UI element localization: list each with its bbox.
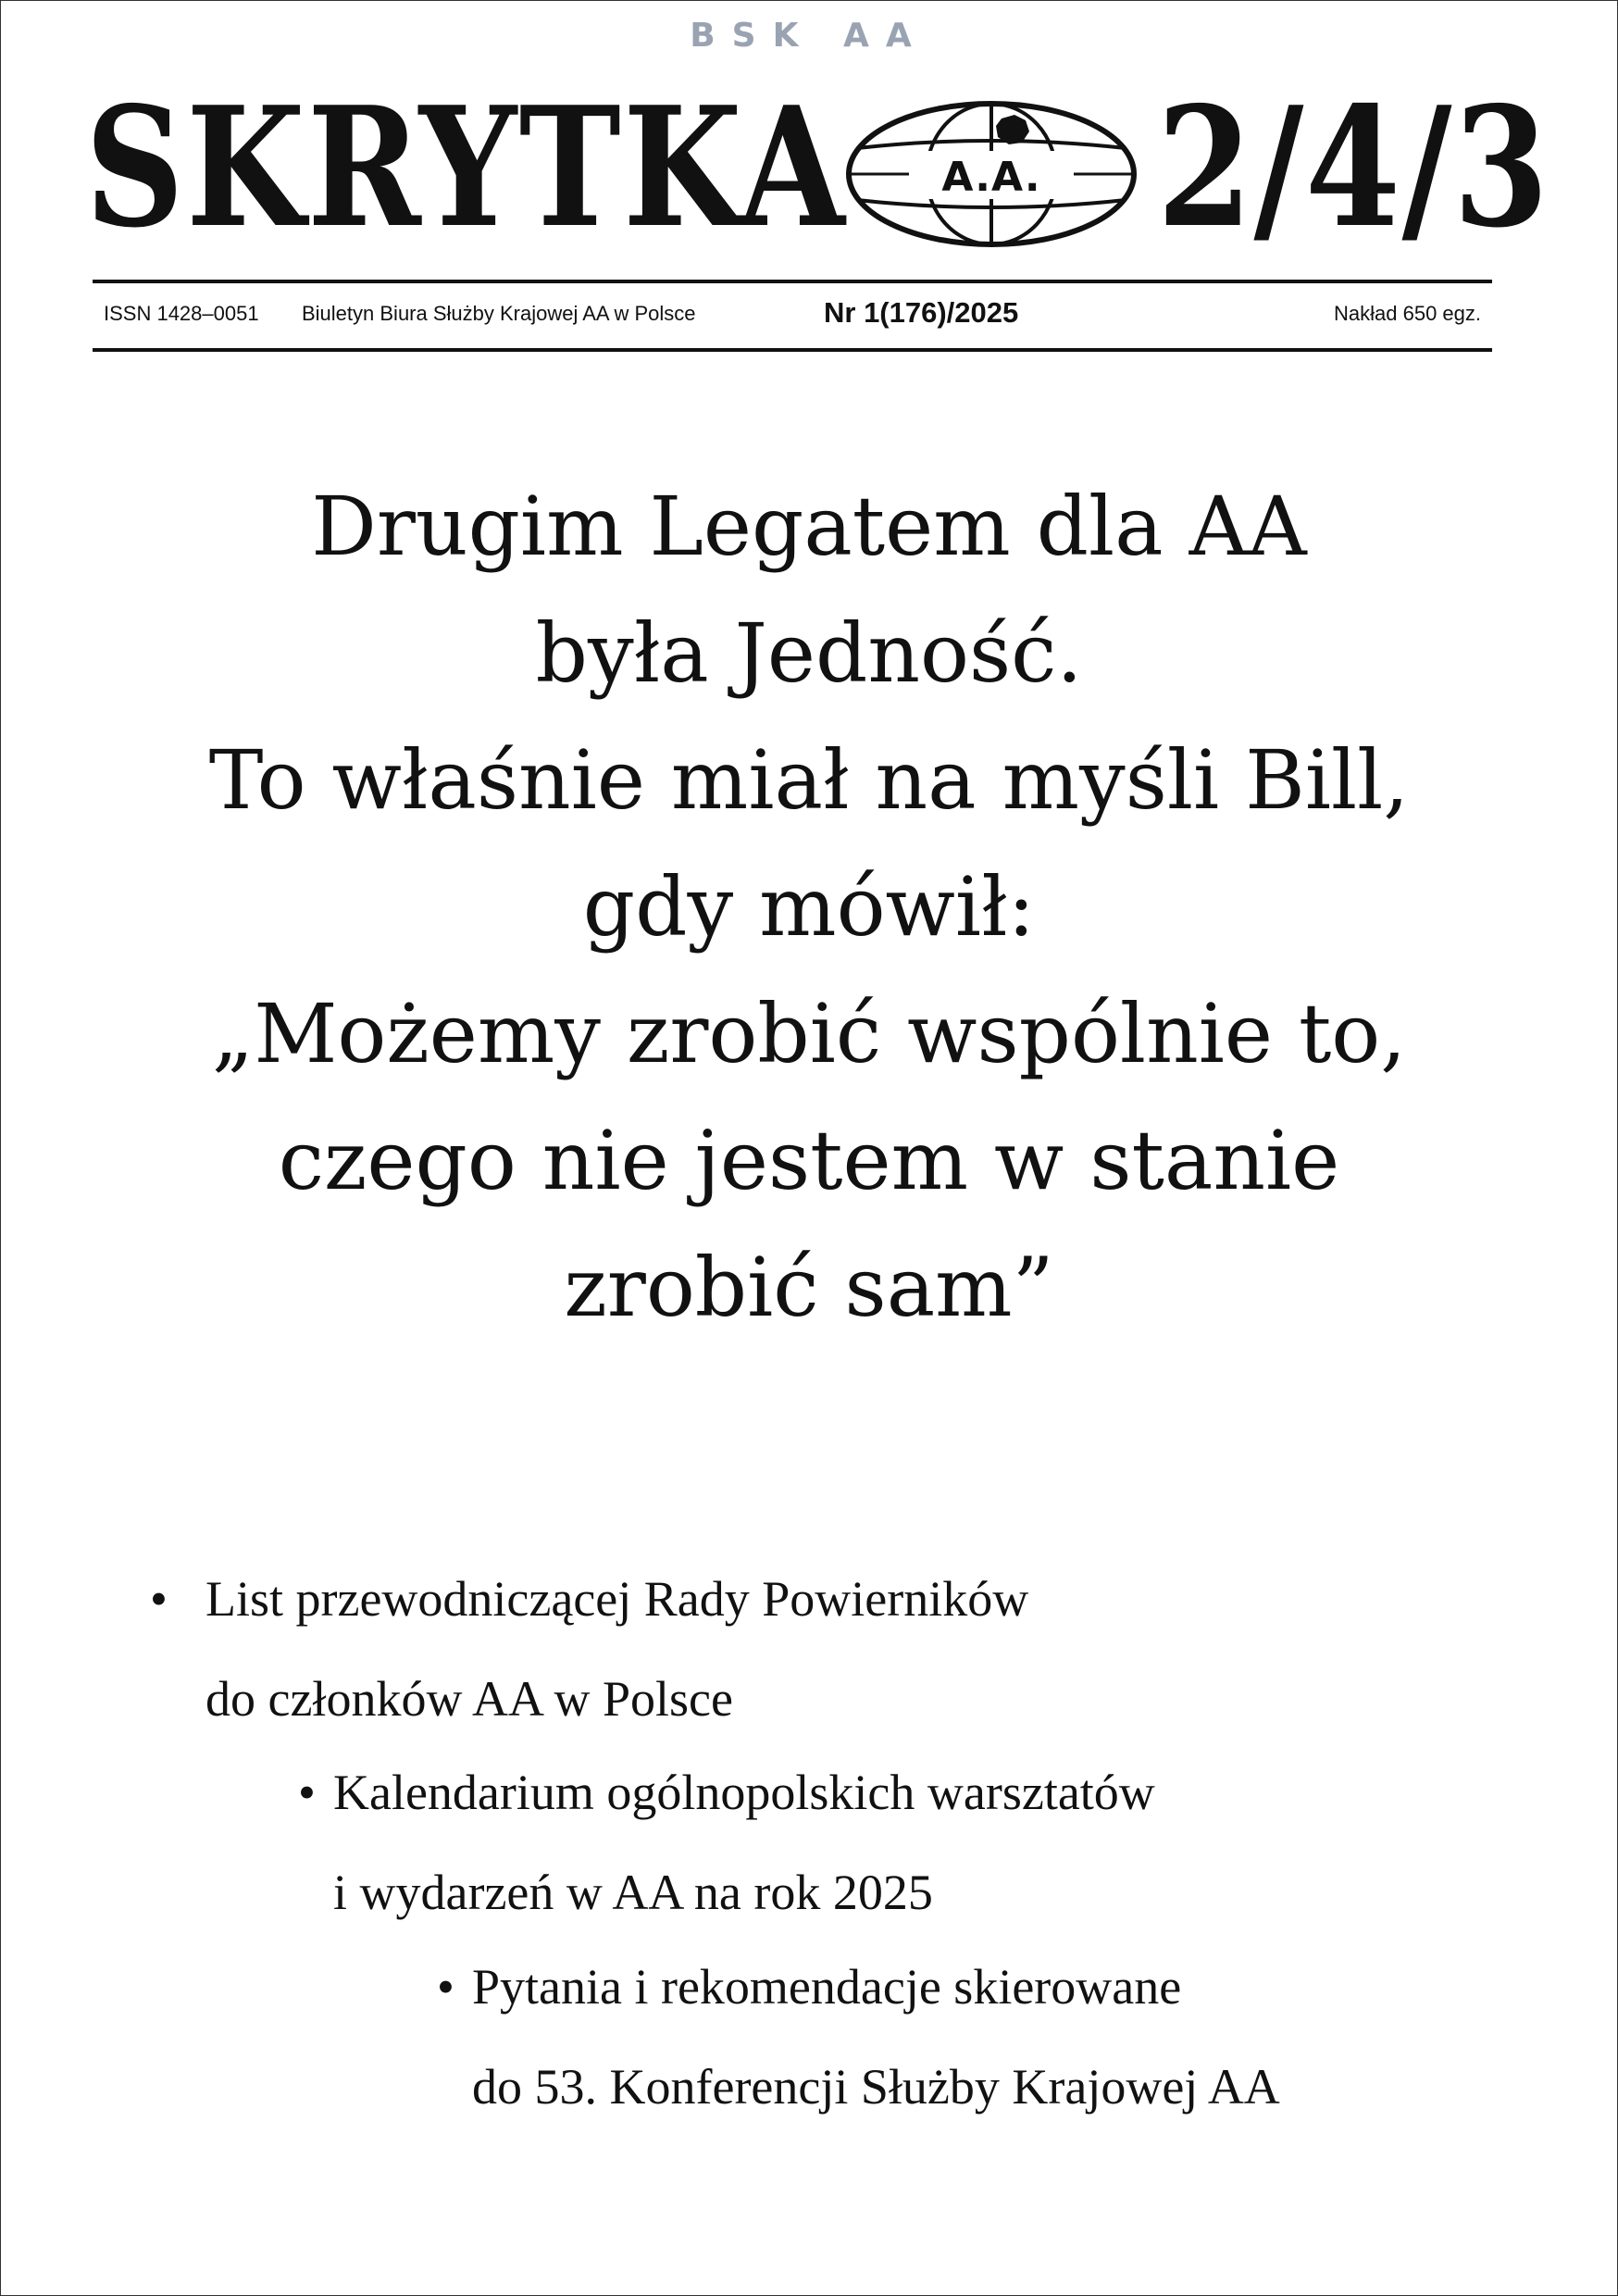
quote-line: czego nie jestem w stanie xyxy=(278,1113,1340,1208)
contents-item xyxy=(298,1742,1155,1942)
contents-item-line: do członków AA w Polsce xyxy=(205,1671,733,1727)
masthead-number: 2/4/3 xyxy=(1157,70,1550,264)
contents-item xyxy=(437,1937,1280,2137)
cover-quote xyxy=(0,463,1618,1351)
masthead-kicker: BSK AA xyxy=(690,17,928,55)
bullet-icon: • xyxy=(437,1959,454,2015)
aa-globe-logo xyxy=(844,100,1139,248)
quote-line: gdy mówił: xyxy=(582,859,1036,955)
contents-item-line: List przewodniczącej Rady Powierników xyxy=(205,1571,1029,1627)
logo-text: A.A. xyxy=(941,154,1041,201)
contents-item-line: do 53. Konferencji Służby Krajowej AA xyxy=(472,2059,1280,2115)
quote-line: Drugim Legatem dla AA xyxy=(311,479,1307,574)
contents-item xyxy=(150,1549,1029,1749)
contents-item-line: Pytania i rekomendacje skierowane xyxy=(472,1959,1182,2015)
quote-line: zrobić sam” xyxy=(564,1240,1054,1335)
bullet-icon: • xyxy=(298,1765,316,1820)
info-bar xyxy=(93,280,1492,352)
masthead-title: SKRYTKA xyxy=(85,70,848,264)
issue-number: Nr 1(176)/2025 xyxy=(824,296,1019,329)
circulation: Nakład 650 egz. xyxy=(1334,302,1481,325)
bullet-icon: • xyxy=(150,1571,168,1627)
quote-line: „Możemy zrobić wspólnie to, xyxy=(211,986,1407,1081)
quote-line: była Jedność. xyxy=(535,605,1083,701)
bulletin-name: Biuletyn Biura Służby Krajowej AA w Polsce xyxy=(302,302,696,325)
issn: ISSN 1428–0051 xyxy=(104,302,259,325)
contents-item-line: i wydarzeń w AA na rok 2025 xyxy=(333,1865,933,1920)
contents-item-line: Kalendarium ogólnopolskich warsztatów xyxy=(333,1765,1155,1820)
quote-line: To właśnie miał na myśli Bill, xyxy=(208,732,1410,828)
